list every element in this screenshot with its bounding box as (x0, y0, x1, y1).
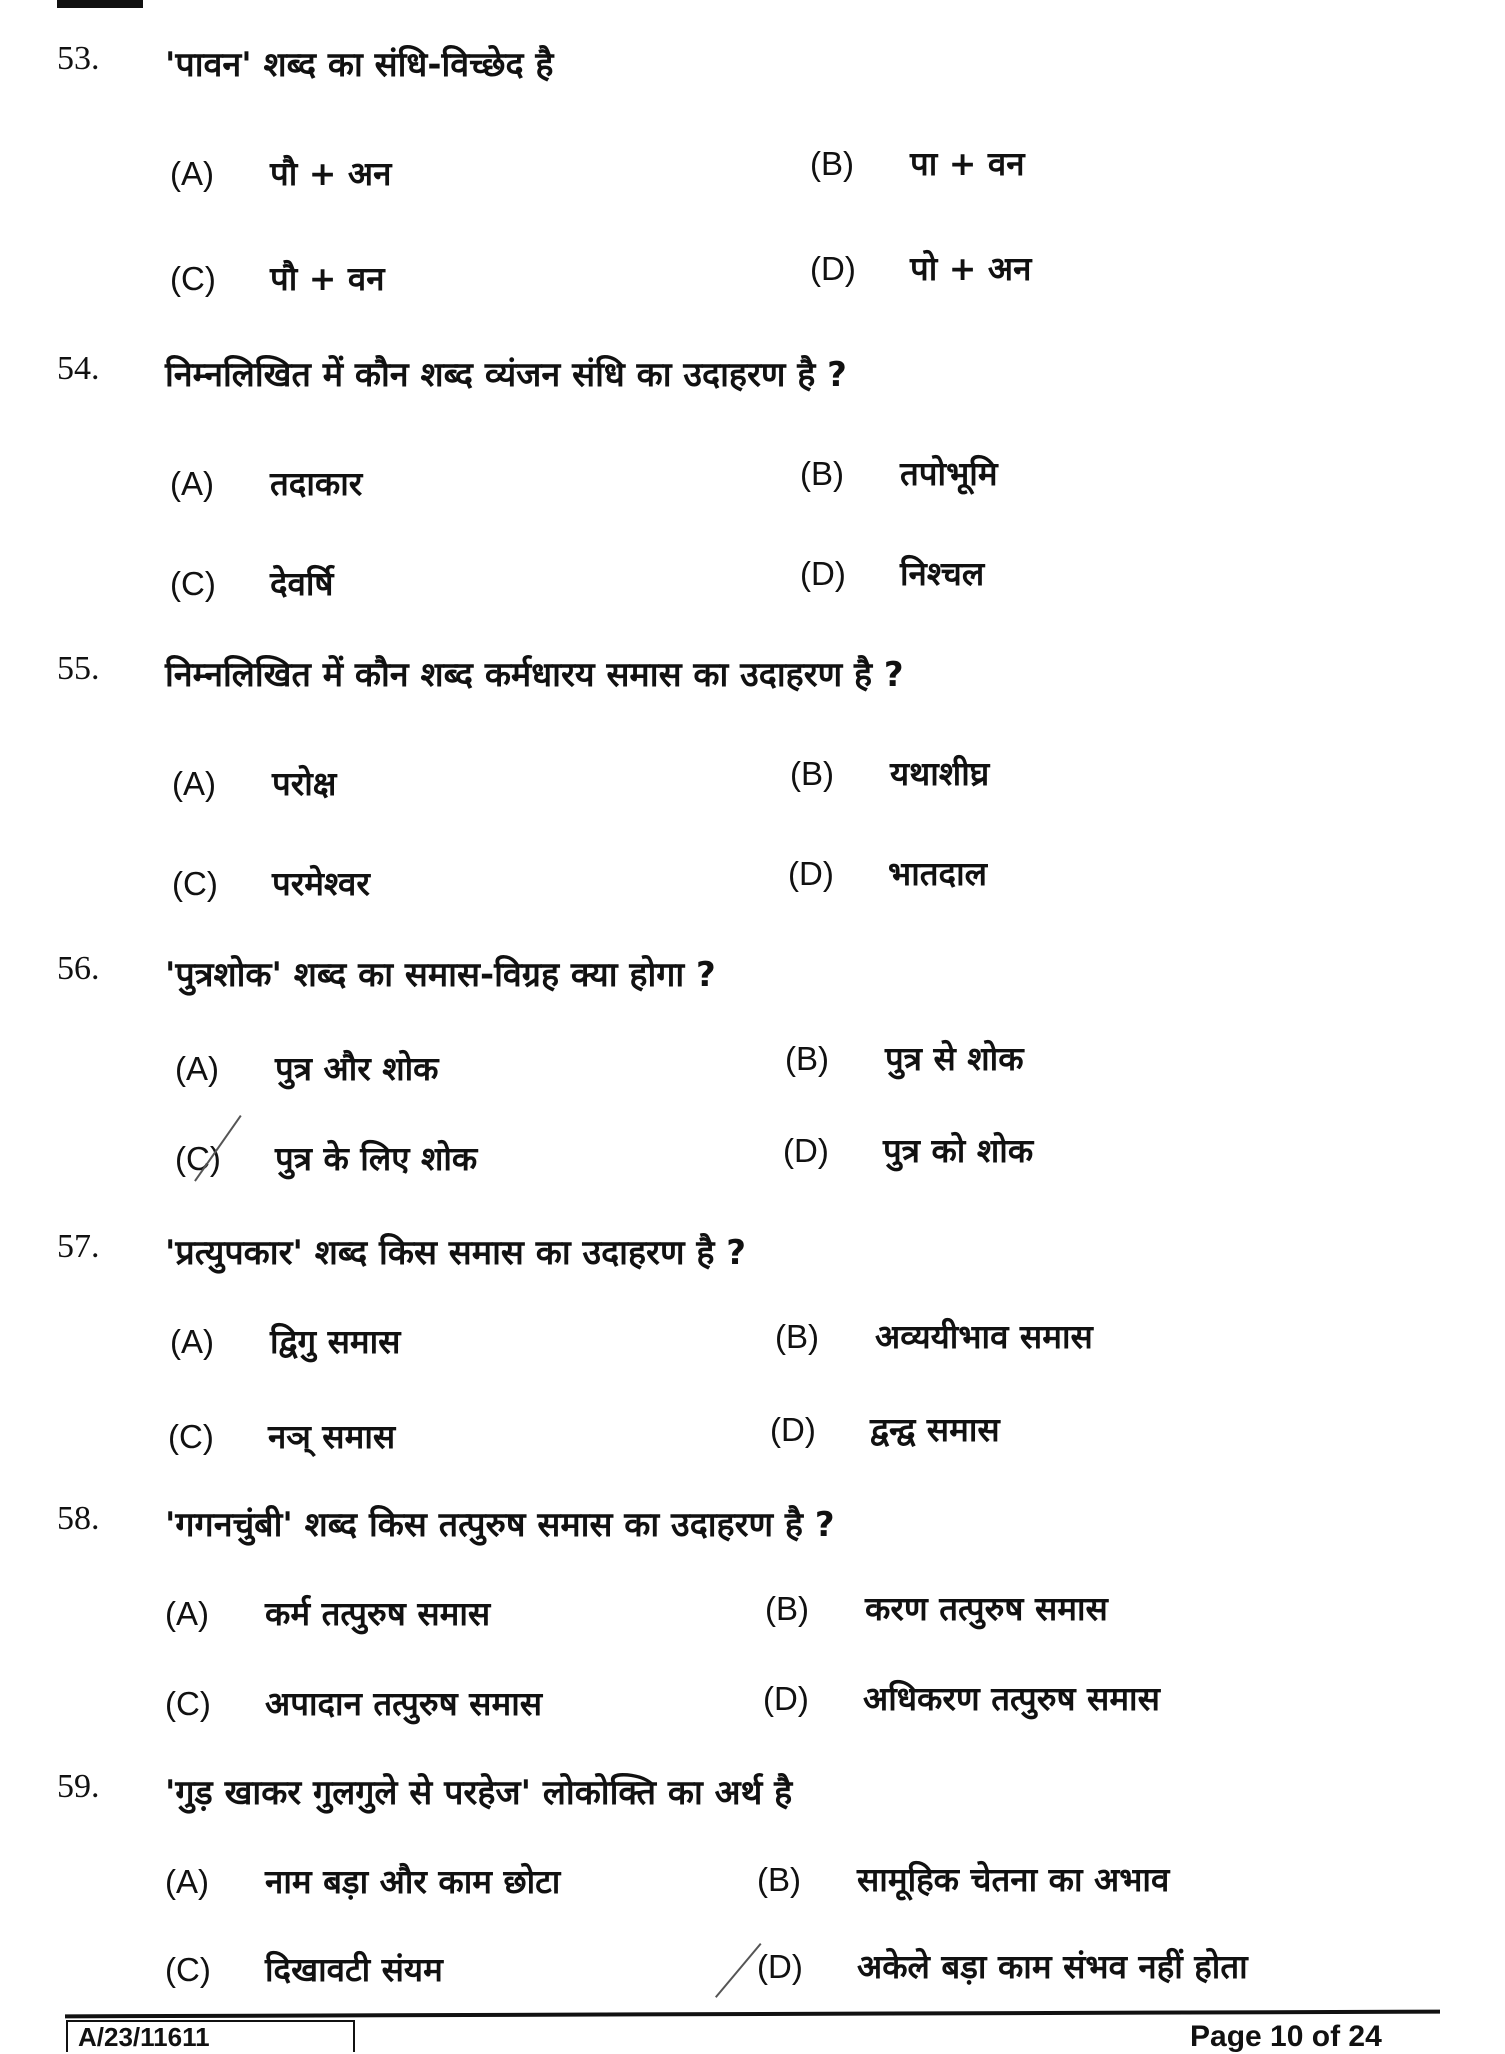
footer-paper-code: A/23/11611 (66, 2020, 355, 2052)
option-text: यथाशीघ्र (890, 754, 990, 793)
option-label: (A) (170, 465, 214, 502)
question-number: 53. (57, 40, 100, 77)
question-text: 'गुड़ खाकर गुलगुले से परहेज' लोकोक्ति का अर्थ है (165, 1773, 793, 1813)
option-d[interactable] (763, 1675, 1160, 1720)
option-a[interactable] (170, 1318, 401, 1363)
option-text: करण तत्पुरुष समास (865, 1589, 1108, 1628)
option-text: पुत्र से शोक (885, 1039, 1024, 1078)
option-text: पौ + वन (270, 259, 385, 298)
option-a[interactable] (175, 1045, 439, 1090)
option-text: पौ + अन (270, 154, 392, 193)
option-d[interactable] (783, 1127, 1033, 1172)
question-text: 'पुत्रशोक' शब्द का समास-विग्रह क्या होगा ? (165, 955, 716, 995)
option-label: (B) (800, 455, 844, 492)
option-text: अकेले बड़ा काम संभव नहीं होता (857, 1947, 1248, 1986)
question-text: निम्नलिखित में कौन शब्द कर्मधारय समास का उदाहरण है ? (165, 655, 904, 695)
option-label: (A) (165, 1595, 209, 1632)
option-text: पुत्र के लिए शोक (275, 1139, 478, 1178)
option-d[interactable] (770, 1406, 1000, 1451)
option-label: (D) (810, 250, 856, 287)
option-text: दिखावटी संयम (265, 1950, 443, 1989)
option-c[interactable] (172, 860, 370, 905)
option-text: नञ् समास (268, 1417, 396, 1456)
question-text: निम्नलिखित में कौन शब्द व्यंजन संधि का उदाहरण है ? (165, 355, 847, 395)
option-text: परोक्ष (272, 764, 337, 803)
question-number: 56. (57, 950, 100, 987)
option-a[interactable] (170, 460, 362, 505)
question-number: 59. (57, 1768, 100, 1805)
option-label: (A) (165, 1863, 209, 1900)
option-a[interactable] (165, 1858, 560, 1903)
option-label: (C) (165, 1951, 211, 1988)
option-label: (A) (170, 1323, 214, 1360)
option-text: भातदाल (888, 854, 987, 893)
option-d[interactable] (757, 1943, 1248, 1988)
option-text: अधिकरण तत्पुरुष समास (863, 1679, 1160, 1718)
question-text: 'गगनचुंबी' शब्द किस तत्पुरुष समास का उदाहरण है ? (165, 1505, 835, 1545)
option-label: (B) (757, 1861, 801, 1898)
option-text: सामूहिक चेतना का अभाव (857, 1860, 1170, 1899)
option-label: (C) (168, 1418, 214, 1455)
option-text: द्वन्द्व समास (870, 1410, 1000, 1449)
option-text: पुत्र को शोक (883, 1131, 1034, 1170)
option-label: (D) (763, 1680, 809, 1717)
option-text: पा + वन (910, 144, 1025, 183)
option-label: (D) (757, 1948, 803, 1985)
option-b[interactable] (790, 750, 989, 795)
question-number: 58. (57, 1500, 100, 1537)
option-label: (A) (175, 1050, 219, 1087)
option-b[interactable] (800, 450, 998, 495)
option-b[interactable] (765, 1585, 1108, 1630)
option-label: (C) (170, 565, 216, 602)
option-text: निश्चल (900, 554, 985, 593)
question-text: 'पावन' शब्द का संधि-विच्छेद है (165, 45, 554, 85)
option-b[interactable] (785, 1035, 1024, 1080)
question-text: 'प्रत्युपकार' शब्द किस समास का उदाहरण है ? (165, 1233, 746, 1273)
pencil-tick-mark (715, 1943, 762, 1998)
option-text: देवर्षि (270, 564, 334, 603)
option-label: (D) (770, 1411, 816, 1448)
option-text: पुत्र और शोक (275, 1049, 439, 1088)
option-label: (B) (790, 755, 834, 792)
question-number: 55. (57, 650, 100, 687)
option-label: (A) (172, 765, 216, 802)
option-a[interactable] (165, 1590, 490, 1635)
option-c[interactable] (165, 1946, 443, 1991)
option-label: (C) (165, 1685, 211, 1722)
question-number: 54. (57, 350, 100, 387)
option-c[interactable] (165, 1680, 542, 1725)
option-a[interactable] (172, 760, 336, 805)
option-label: (C) (172, 865, 218, 902)
option-c[interactable] (170, 560, 334, 605)
option-b[interactable] (775, 1313, 1093, 1358)
option-d[interactable] (800, 550, 984, 595)
option-text: अपादान तत्पुरुष समास (265, 1684, 543, 1723)
option-text: पो + अन (910, 249, 1032, 288)
option-label: (B) (810, 145, 854, 182)
option-text: द्विगु समास (270, 1322, 401, 1361)
option-text: तदाकार (270, 464, 363, 503)
option-label: (B) (775, 1318, 819, 1355)
option-text: नाम बड़ा और काम छोटा (265, 1862, 561, 1901)
option-label: (C) (175, 1140, 221, 1177)
option-label: (A) (170, 155, 214, 192)
option-text: तपोभूमि (900, 454, 998, 493)
option-a[interactable] (170, 150, 391, 195)
option-b[interactable] (810, 140, 1025, 185)
question-number: 57. (57, 1228, 100, 1265)
option-label: (D) (788, 855, 834, 892)
option-label: (B) (785, 1040, 829, 1077)
option-label: (C) (170, 260, 216, 297)
option-text: परमेश्वर (272, 864, 370, 903)
footer-page-number: Page 10 of 24 (1190, 2020, 1382, 2053)
option-label: (D) (783, 1132, 829, 1169)
option-d[interactable] (788, 850, 987, 895)
footer-rule (65, 2010, 1440, 2019)
option-label: (D) (800, 555, 846, 592)
option-d[interactable] (810, 245, 1031, 290)
option-text: अव्ययीभाव समास (875, 1317, 1093, 1356)
option-c[interactable] (170, 255, 385, 300)
option-c[interactable] (168, 1413, 395, 1458)
option-label: (B) (765, 1590, 809, 1627)
option-b[interactable] (757, 1856, 1169, 1901)
top-edge-bar (57, 0, 143, 8)
option-text: कर्म तत्पुरुष समास (265, 1594, 491, 1633)
